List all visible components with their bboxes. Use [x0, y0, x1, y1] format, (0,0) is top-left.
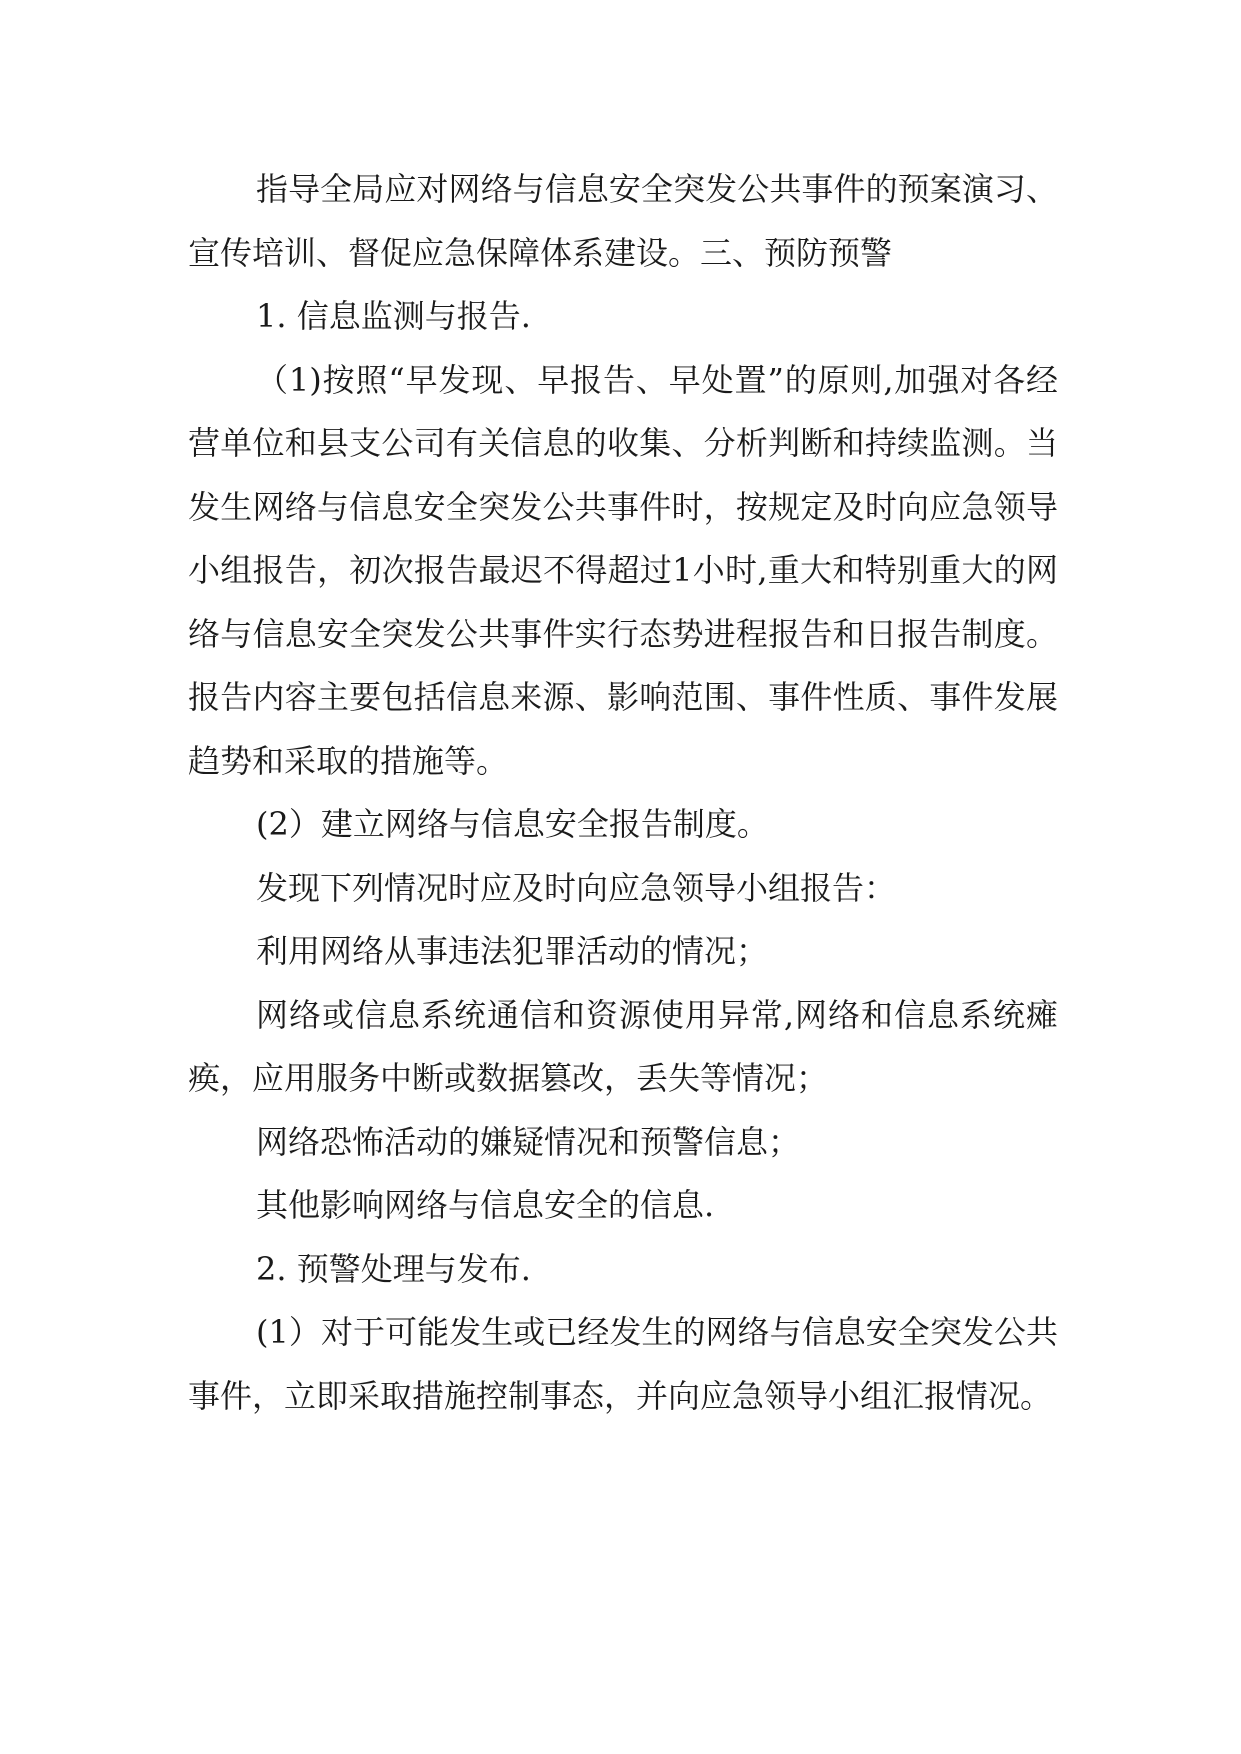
paragraph-early-detection: （1)按照“早发现、早报告、早处置”的原则,加强对各经营单位和县支公司有关信息的收集、分析判断和持续监测。当发生网络与信息安全突发公共事件时，按规定及时向应急领导小组报告，初次报告最迟不得超过1小时,重大和特别重大的网络与信息安全突发公共事件实行态势进程报告和日报告制度。报告内容主要包括信息来源、影响范围、事件性质、事件发展趋势和采取的措施等。: [188, 360, 1058, 780]
paragraph-report-conditions: 发现下列情况时应及时向应急领导小组报告：: [256, 868, 897, 907]
paragraph-duties: 指导全局应对网络与信息安全突发公共事件的预案演习、宣传培训、督促应急保障体系建设。三、预防预警: [188, 170, 1058, 272]
list-item-other-info: 其他影响网络与信息安全的信息.: [256, 1186, 715, 1224]
paragraph-reporting-system: (2）建立网络与信息安全报告制度。: [256, 805, 769, 843]
list-item-illegal-activity: 利用网络从事违法犯罪活动的情况；: [256, 932, 769, 970]
list-item-terror-warning: 网络恐怖活动的嫌疑情况和预警信息；: [256, 1122, 801, 1161]
document-body: [188, 158, 1058, 1428]
paragraph-immediate-measures: (1）对于可能发生或已经发生的网络与信息安全突发公共事件，立即采取措施控制事态，并向应急领导小组汇报情况。: [188, 1313, 1058, 1415]
list-item-system-anomaly: 网络或信息系统通信和资源使用异常,网络和信息系统瘫痪，应用服务中断或数据篡改，丢失等情况；: [188, 995, 1058, 1097]
heading-monitoring-reporting: 1. 信息监测与报告.: [256, 297, 531, 335]
heading-warning-handling: 2. 预警处理与发布.: [256, 1249, 531, 1288]
